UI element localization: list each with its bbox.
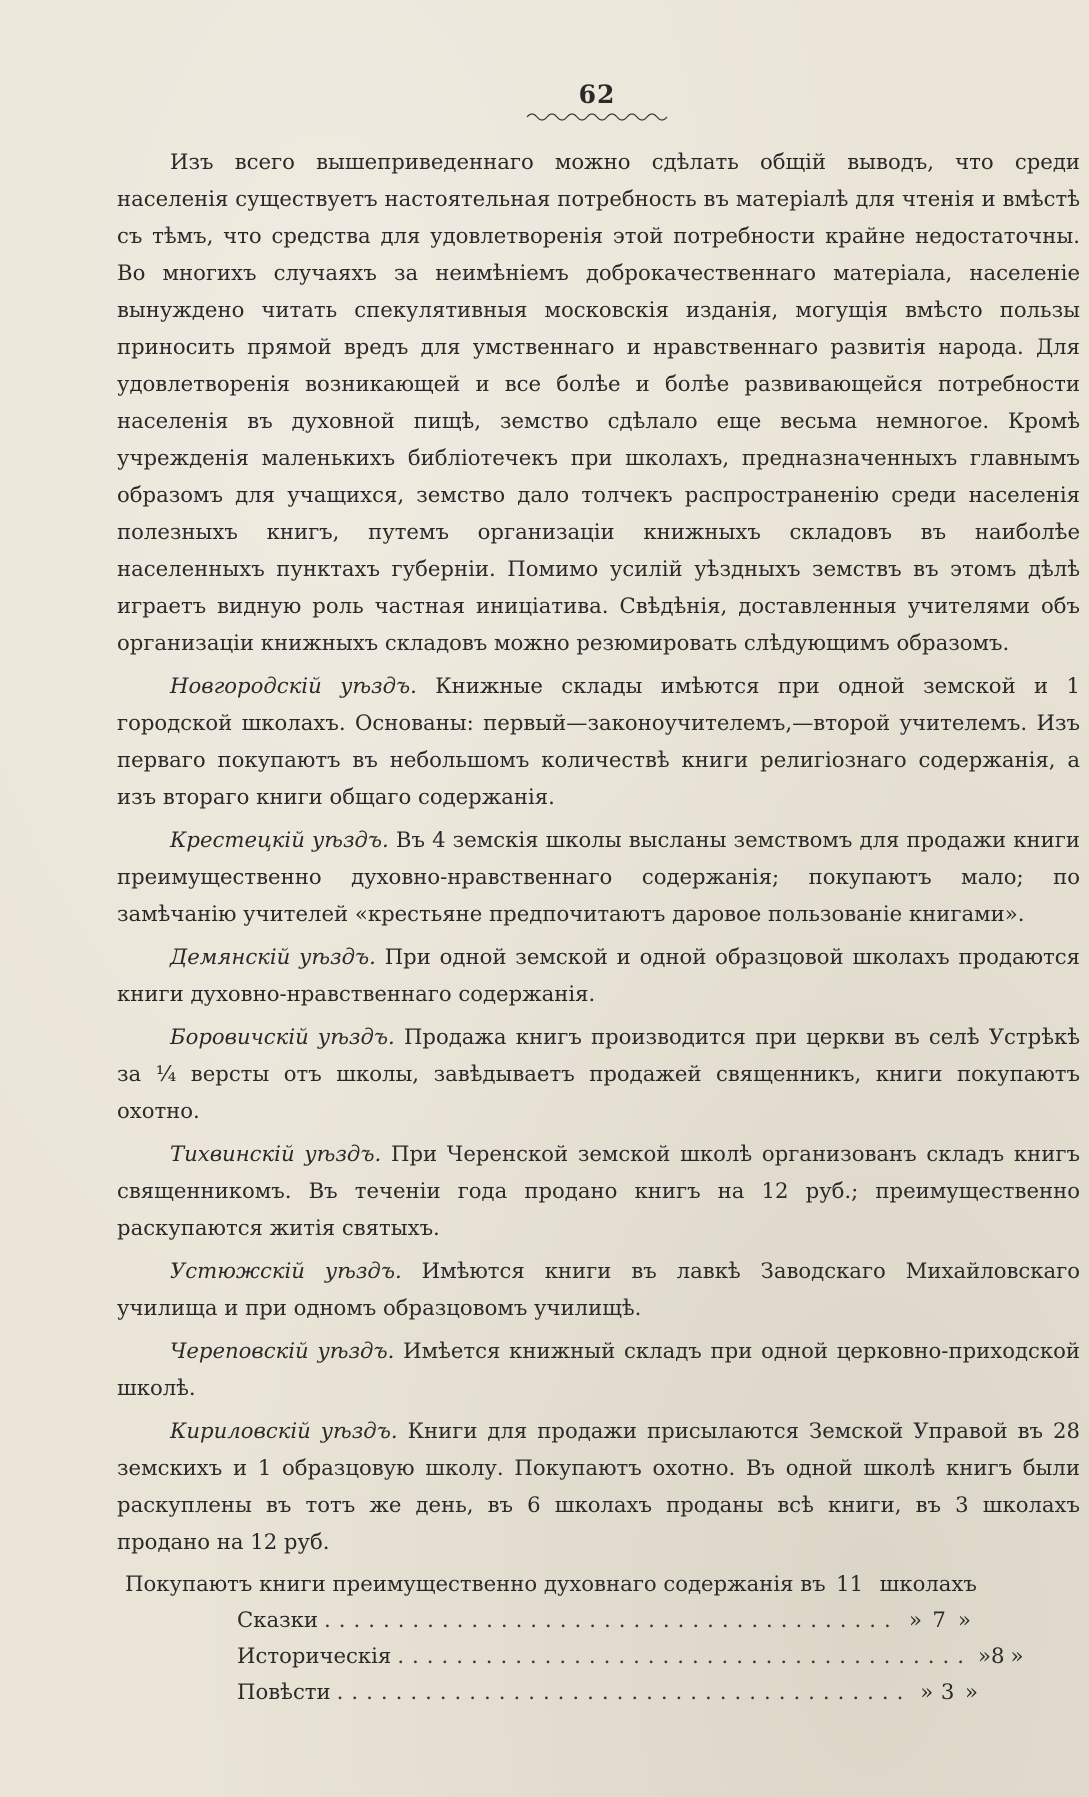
wavy-ornament-icon xyxy=(527,111,667,123)
summary-label: Повѣсти xyxy=(237,1679,331,1704)
district-name: Череповскій уѣздъ. xyxy=(170,1338,395,1363)
district-name: Кириловскій уѣздъ. xyxy=(170,1418,398,1443)
paragraph-text: При Черенской земской школѣ организованъ складъ книгъ священникомъ. Въ теченіи года продано книгъ на 12 руб.; преимущественно раскупаются житія святыхъ. xyxy=(117,1141,1081,1240)
summary-label: Сказки xyxy=(237,1607,319,1632)
paragraph-text: При одной земской и одной образцовой школахъ продаются книги духовно-нравственнаго содержанія. xyxy=(117,944,1080,1006)
summary-intro-unit: школахъ xyxy=(879,1571,977,1596)
paragraph-text: Въ 4 земскія школы высланы земствомъ для продажи книги преимущественно духовно-нравственнаго содержанія; покупаютъ мало; по замѣчанію учителей «крестьяне предпочитаютъ даровое пользованіе книгами». xyxy=(117,827,1080,926)
paragraph-text: Книги для продажи присылаются Земской Управой въ 28 земскихъ и 1 образцовую школу. Покупаютъ охотно. Въ одной школѣ книгъ были раскуплены въ тотъ же день, въ 6 школахъ проданы всѣ книги, въ 3 школахъ продано на 12 руб. xyxy=(117,1418,1080,1554)
paragraph-text: Имѣется книжный складъ при одной церковно-приходской школѣ. xyxy=(117,1338,1080,1400)
page-number: 62 xyxy=(578,80,616,109)
ditto-mark: » xyxy=(964,1679,978,1704)
summary-count: 7 xyxy=(932,1607,946,1632)
page-header xyxy=(117,80,1077,123)
district-name: Боровичскій уѣздъ. xyxy=(170,1024,395,1049)
dot-leader: ....................................... xyxy=(397,1643,972,1668)
summary-row xyxy=(117,1602,1017,1638)
paragraph-text: Книжные склады имѣются при одной земской и 1 городской школахъ. Основаны: первый—законоучителемъ,—второй учителемъ. Изъ перваго покупаютъ въ небольшомъ количествѣ книги религіознаго содержанія, а изъ втораго книги общаго содержанія. xyxy=(117,673,1080,809)
paragraph-krestets xyxy=(117,821,1080,932)
summary-intro-count: 11 xyxy=(836,1571,864,1596)
ditto-mark: » xyxy=(977,1643,991,1668)
district-name: Крестецкій уѣздъ. xyxy=(170,827,389,852)
summary-table xyxy=(117,1566,1024,1710)
district-name: Новгородскій уѣздъ. xyxy=(170,673,417,698)
ditto-mark: » xyxy=(908,1607,922,1632)
district-name: Устюжскій уѣздъ. xyxy=(170,1258,402,1283)
ditto-mark: » xyxy=(957,1607,971,1632)
ditto-mark: » xyxy=(1010,1643,1024,1668)
summary-intro-text: Покупаютъ книги преимущественно духовнаго содержанія въ xyxy=(125,1571,826,1596)
paragraph-tikhvin xyxy=(117,1135,1080,1246)
paragraph-borovichi xyxy=(117,1018,1080,1129)
dot-leader: ....................................... xyxy=(336,1679,912,1704)
paragraph-kirillov xyxy=(117,1412,1080,1560)
summary-label: Историческія xyxy=(237,1643,392,1668)
summary-row-intro xyxy=(117,1566,1017,1602)
paragraph-cherepovets xyxy=(117,1332,1080,1406)
ditto-mark: » xyxy=(920,1679,934,1704)
summary-count: 3 xyxy=(940,1679,955,1704)
paragraph-text: Имѣются книги въ лавкѣ Заводскаго Михайловскаго училища и при одномъ образцовомъ училищѣ. xyxy=(117,1258,1080,1320)
district-name: Тихвинскій уѣздъ. xyxy=(170,1141,382,1166)
summary-row xyxy=(117,1674,1017,1710)
paragraph-demyansk xyxy=(117,938,1080,1012)
dot-leader: ....................................... xyxy=(324,1607,899,1632)
main-text xyxy=(117,143,1080,1560)
summary-count: 8 xyxy=(990,1643,1005,1668)
paragraph-text: Изъ всего вышеприведеннаго можно сдѣлать общій выводъ, что среди населенія существуетъ настоятельная потребность въ матеріалѣ для чтенія и вмѣстѣ съ тѣмъ, что средства для удовлетворенія этой потребности крайне недостаточны. Во многихъ случаяхъ за неимѣніемъ доброкачественнаго матеріала, населеніе вынуждено читать спекулятивныя московскія изданія, могущія вмѣсто пользы приносить прямой вредъ для умственнаго и нравственнаго развитія народа. Для удовлетворенія возникающей и все болѣе и болѣе развивающейся потребности населенія въ духовной пищѣ, земство сдѣлало еще весьма немногое. Кромѣ учрежденія маленькихъ библіотечекъ при школахъ, предназначенныхъ главнымъ образомъ для учащихся, земство дало толчекъ распространенію среди населенія полезныхъ книгъ, путемъ организаціи книжныхъ складовъ въ наиболѣе населенныхъ пунктахъ губерніи. Помимо усилій уѣздныхъ земствъ въ этомъ дѣлѣ играетъ видную роль частная иниціатива. Свѣдѣнія, доставленныя учителями объ организаціи книжныхъ складовъ можно резюмировать слѣдующимъ образомъ. xyxy=(117,149,1080,655)
paragraph-intro xyxy=(117,143,1080,661)
summary-row xyxy=(117,1638,1024,1674)
paragraph-text: Продажа книгъ производится при церкви въ селѣ Устрѣкѣ за ¼ версты отъ школы, завѣдываетъ продажей священникъ, книги покупаютъ охотно. xyxy=(117,1024,1080,1123)
paragraph-ustyuzhna xyxy=(117,1252,1080,1326)
paragraph-novgorod xyxy=(117,667,1080,815)
district-name: Демянскій уѣздъ. xyxy=(170,944,376,969)
